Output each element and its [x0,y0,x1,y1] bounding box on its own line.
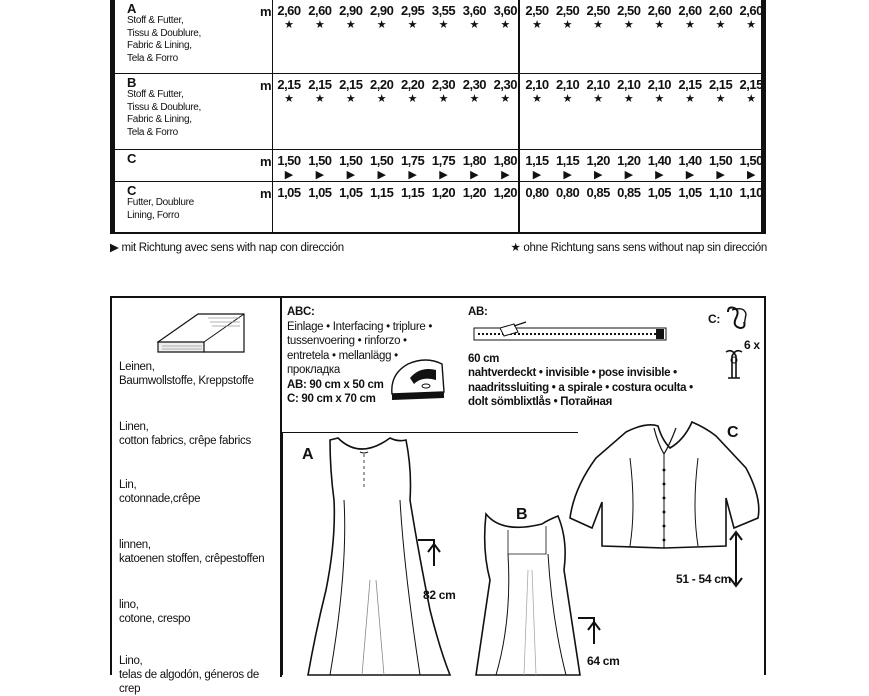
yardage-value: 1,20 [586,153,610,168]
star-icon: ★ [746,93,757,105]
unit-label: m [260,4,272,19]
fabric-line: cotton fabrics, crêpe fabrics [119,435,251,447]
yardage-value: 1,50 [277,153,301,168]
triangle-icon: ▶ [716,169,725,181]
star-icon: ★ [562,19,573,31]
triangle-icon: ▶ [470,169,479,181]
yardage-value: 2,15 [739,77,763,92]
yardage-value: 3,55 [431,3,456,18]
yardage-value: 0,85 [617,185,641,200]
star-icon: ★ [532,93,542,105]
star-icon: ★ [438,19,449,31]
yardage-value: 1,15 [555,153,580,168]
fabric-group-de [119,360,254,388]
zipper-length: 60 cm [468,352,500,365]
yardage-value: 1,05 [339,185,363,200]
length-arrow-icon [576,614,604,648]
legend-without-nap: ★ ohne Richtung sans sens without nap sin dirección [510,242,767,254]
yardage-table [110,0,766,234]
row-label [127,76,201,139]
yardage-value: 2,20 [400,77,425,92]
yardage-value: 2,15 [277,77,301,92]
triangle-icon: ▶ [284,169,294,181]
yardage-value: 2,10 [586,77,610,92]
iron-icon [386,352,448,402]
yardage-value: 1,20 [617,153,641,168]
figure-c-letter: C [727,424,739,441]
star-icon: ★ [715,19,726,31]
yardage-value: 1,15 [370,185,394,200]
star-icon: ★ [407,93,418,105]
fabric-group-fr [119,478,200,506]
yardage-value: 1,05 [308,185,332,200]
zipper-line: naadritssluiting • a spirale • costura oculta • [468,381,693,394]
yardage-value: 1,05 [647,185,672,200]
yardage-value: 1,75 [431,153,456,168]
table-row [110,182,766,234]
interfacing-line: tussenvoering • rinforzo • [287,335,407,347]
star-icon: ★ [345,93,356,105]
star-icon: ★ [593,19,604,31]
star-icon: ★ [376,19,387,31]
zipper-icon [470,322,670,346]
fabric-line: linnen, [119,539,151,551]
star-icon: ★ [314,93,325,105]
hooks-count: 6 x [744,338,760,352]
yardage-value: 2,60 [678,3,702,18]
fabric-group-es [119,654,280,696]
length-arrow-icon [416,536,444,570]
row-label [127,2,201,65]
yardage-value: 0,80 [525,185,549,200]
yardage-value: 1,50 [339,153,363,168]
yardage-value: 1,40 [647,153,672,168]
yardage-value: 2,60 [277,3,301,18]
yardage-value: 1,10 [739,185,763,200]
triangle-icon: ▶ [346,169,356,181]
hooks-title: C: [708,312,721,326]
yardage-value: 1,50 [370,153,394,168]
yardage-value: 2,60 [739,3,763,18]
figure-a-letter: A [302,446,314,463]
yardage-value: 1,15 [400,185,425,200]
star-icon: ★ [685,19,695,31]
star-icon: ★ [593,93,604,105]
zipper-line: nahtverdeckt • invisible • pose invisible • [468,367,677,379]
fabric-line: Linen, [119,421,149,433]
star-icon: ★ [469,93,480,105]
yardage-value: 2,50 [525,3,549,18]
yardage-value: 2,30 [462,77,487,92]
interfacing-line: прокладка [287,364,340,376]
view-letter: C [127,183,137,198]
triangle-icon: ▶ [501,169,510,181]
interfacing-line: Einlage • Interfacing • triplure • [287,320,433,333]
star-icon: ★ [407,19,418,31]
yardage-value: 1,20 [431,185,456,200]
fabric-group-nl [119,538,264,566]
star-icon: ★ [715,93,726,105]
yardage-value: 2,90 [370,3,394,18]
table-row [110,0,766,74]
fabric-group-it [119,598,190,626]
star-icon: ★ [469,19,480,31]
yardage-value: 1,50 [308,153,332,168]
legend-with-nap: ▶ mit Richtung avec sens with nap con dirección [110,242,344,254]
fabric-line: lino, [119,599,139,611]
triangle-icon: ▶ [685,169,695,181]
fabric-line: katoenen stoffen, crêpestoffen [119,553,265,565]
fabric-line: cotone, crespo [119,613,191,625]
star-icon: ★ [314,19,325,31]
triangle-icon: ▶ [593,169,603,181]
yardage-value: 2,30 [431,77,456,92]
star-icon: ★ [345,19,356,31]
star-icon: ★ [438,93,449,105]
triangle-icon: ▶ [746,169,756,181]
yardage-value: 2,50 [617,3,641,18]
fabric-line: telas de algodón, géneros de crep [119,669,259,695]
zipper-notes [468,305,693,410]
table-row [110,74,766,150]
interfacing-size: AB: 90 cm x 50 cm [287,378,384,391]
fabric-line: Baumwollstoffe, Kreppstoffe [119,375,254,387]
yardage-value: 3,60 [462,3,487,18]
star-icon: ★ [685,93,695,105]
triangle-icon: ▶ [439,169,448,181]
interfacing-line: entretela • mellanlägg • [287,349,398,362]
row-description: Fabric & Lining, [127,114,192,125]
yardage-value: 2,15 [339,77,363,92]
fabric-suggestions-panel [112,298,282,695]
star-icon: ★ [623,19,634,31]
star-icon: ★ [500,93,511,105]
yardage-value: 2,10 [525,77,549,92]
row-label [127,184,194,222]
divider-line [282,432,283,675]
triangle-icon: ▶ [315,169,325,181]
fabric-line: cotonnade,crêpe [119,493,201,505]
fabric-bolt-icon [148,306,248,354]
view-letter: A [127,1,137,16]
yardage-value: 2,15 [308,77,332,92]
yardage-value: 1,50 [708,153,733,168]
figure-b-letter: B [516,506,528,523]
star-icon: ★ [746,19,757,31]
view-letter: B [127,75,137,90]
row-description: Tela & Forro [127,126,178,138]
unit-label: m [260,154,272,169]
dress-a-length: 82 cm [423,588,456,602]
zipper-title: AB: [468,306,488,318]
yardage-value: 1,20 [493,185,517,200]
yardage-value: 2,30 [493,77,517,92]
interfacing-title: ABC: [287,306,315,318]
yardage-value: 1,80 [493,153,517,168]
yardage-value: 3,60 [493,3,517,18]
interfacing-size: C: 90 cm x 70 cm [287,393,376,405]
yardage-value: 0,85 [586,185,610,200]
row-description: Stoff & Futter, [127,15,184,26]
yardage-value: 2,50 [586,3,610,18]
star-icon: ★ [376,93,387,105]
column-divider [518,0,520,234]
yardage-value: 1,05 [678,185,702,200]
yardage-value: 2,10 [647,77,672,92]
fabric-line: Lin, [119,479,137,491]
yardage-value: 2,15 [678,77,702,92]
table-row [110,150,766,182]
star-icon: ★ [284,93,294,105]
triangle-icon: ▶ [377,169,386,181]
star-icon: ★ [654,19,665,31]
row-description: Stoff & Futter, [127,89,184,100]
yardage-value: 1,40 [678,153,702,168]
yardage-value: 2,15 [708,77,733,92]
yardage-value: 1,75 [400,153,425,168]
yardage-value: 2,60 [647,3,672,18]
yardage-value: 2,60 [708,3,733,18]
star-icon: ★ [654,93,665,105]
star-icon: ★ [562,93,573,105]
star-icon: ★ [284,19,294,31]
dress-b-length: 64 cm [587,654,620,668]
star-icon: ★ [532,19,542,31]
row-description: Fabric & Lining, [127,40,192,51]
yardage-value: 2,50 [555,3,580,18]
triangle-icon: ▶ [408,169,417,181]
yardage-value: 1,10 [708,185,733,200]
row-description: Tissu & Doublure, [127,27,202,39]
row-description: Futter, Doublure [127,197,194,208]
column-divider [272,0,273,234]
yardage-value: 1,15 [525,153,549,168]
star-icon: ★ [500,19,511,31]
yardage-value: 1,20 [462,185,487,200]
yardage-value: 2,60 [308,3,332,18]
yardage-value: 2,10 [617,77,641,92]
star-icon: ★ [623,93,634,105]
yardage-value: 1,50 [739,153,763,168]
triangle-icon: ▶ [624,169,634,181]
zipper-line: dolt sömblixtlås • Потайная [468,396,613,408]
row-description: Lining, Forro [127,209,180,221]
yardage-value: 2,95 [400,3,425,18]
fabric-line: Leinen, [119,361,155,373]
jacket-c-length: 51 - 54 cm [676,572,732,586]
triangle-icon: ▶ [563,169,572,181]
yardage-value: 2,20 [370,77,394,92]
row-description: Tela & Forro [127,52,178,64]
view-letter: C [127,151,137,166]
row-description: Tissu & Doublure, [127,101,202,113]
fabric-line: Lino, [119,655,143,667]
triangle-icon: ▶ [532,169,542,181]
row-label [127,152,136,165]
unit-label: m [260,186,272,201]
yardage-value: 1,80 [462,153,487,168]
yardage-value: 0,80 [555,185,580,200]
yardage-value: 2,90 [339,3,363,18]
yardage-value: 1,05 [277,185,301,200]
unit-label: m [260,78,272,93]
fabric-group-en [119,420,251,448]
yardage-value: 2,10 [555,77,580,92]
triangle-icon: ▶ [655,169,664,181]
